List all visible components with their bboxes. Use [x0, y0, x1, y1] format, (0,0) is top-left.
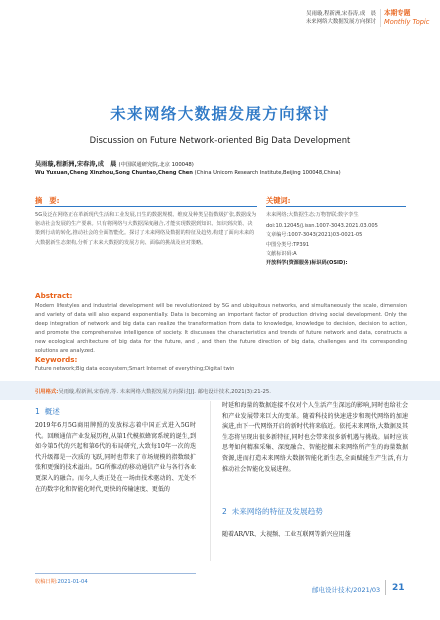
section-1-body: 2019年6月5G商用牌照的发放标志着中国正式进入5G时代。回顾通信产业发展历程,从第1代模拟蜂窝系统的诞生,到如今第5代的兴起和第6代的布局研究,大致每10年一次的迭代升级都是一次质的飞跃,同时也带来了市场规模的指数级扩张和更强的技术溢出。5G所推动的移动通信产业与各行各业更深入的融合。而今,人类正处在一场由技术驱动的、无处不在的数字化和智能化时代,更快的传输速度、更低的 — [35, 422, 196, 493]
authors-en-affiliation: (China Unicom Research Institute,Beijing 100048,China) — [194, 170, 341, 176]
received-label: 收稿日期: — [35, 579, 58, 585]
abstract-rule — [35, 206, 257, 207]
received-date — [35, 578, 88, 585]
keywords-rule — [266, 206, 406, 207]
citation-label: 引用格式: — [35, 389, 59, 395]
received-rule — [35, 573, 196, 574]
section-2-body: 随着AR/VR、大视频、工业互联网等新兴应用蓬 — [222, 531, 351, 538]
abstract-cn-label: 摘 要: — [35, 196, 60, 205]
section-1-number: 1 — [35, 407, 40, 416]
article-meta — [266, 222, 411, 268]
footer-divider — [385, 580, 386, 595]
page-number: 21 — [392, 583, 405, 593]
citation — [35, 387, 271, 395]
running-header-authors: 吴雨璇,程新洲,宋春涛,成 晨 — [306, 11, 376, 17]
keywords-cn-label: 关键词: — [266, 196, 291, 205]
section-1-title: 概述 — [44, 407, 60, 416]
keywords-cn-text: 未来网络;大数据生态;万物智联;数字孪生 — [266, 212, 359, 218]
abstract-en-label: Abstract: — [35, 291, 73, 300]
abstract-en-text: Modern lifestyles and industrial development will be revolutionized by 5G and ubiquitous networks, and simultaneously the scale, dimension and variety of data will also expand exponentially. Data is becoming an important factor of production driving social development. Only the deep integration of network and big data can realize the transformation from data to knowledge, knowledge to decision, decision to action, and promote the comprehensive intelligence of society. It discusses the characteristics and trends of future network and data, constructs a new ecological architecture of big data for the future, and , and then the future direction of big data, challenges and its corresponding solutions are analyzed. — [35, 303, 407, 355]
clc-number: 中图分类号:TP391 — [266, 241, 310, 248]
keywords-en-label: Keywords: — [35, 355, 78, 364]
authors-cn-names: 吴雨璇,程新洲,宋春涛,成 晨 — [35, 161, 117, 168]
authors-en-names: Wu Yuxuan,Cheng Xinzhou,Song Chuntao,Cheng Chen — [35, 170, 193, 176]
topic-label — [384, 9, 429, 27]
topic-en: Monthly Topic — [384, 18, 430, 26]
citation-text: 吴雨璇,程新洲,宋春涛,等. 未来网络大数据发展方向探讨[J]. 邮电设计技术,2021(3):21-25. — [58, 389, 271, 395]
header-divider — [380, 9, 381, 27]
section-2-title: 未来网络的特征及发展趋势 — [231, 507, 323, 516]
section-2-number: 2 — [222, 507, 227, 516]
section-2-heading — [222, 506, 323, 517]
authors-en — [35, 170, 341, 176]
column-divider — [210, 401, 211, 561]
authors-cn — [35, 159, 194, 168]
title-cn: 未来网络大数据发展方向探讨 — [110, 105, 330, 123]
received-value: 2021-01-04 — [57, 579, 88, 585]
keywords-en-text: Future network;Big data ecosystem;Smart Internet of everything;Digital twin — [35, 366, 235, 372]
right-column-body: 时延和海量的数据连接不仅对个人生活产生深远的影响,同时也给社会和产业发展带来巨大的变革。随着科技的快速进步和现代网络的加速演进,由下一代网络开启的新时代将来临近。依托未来网络,大数据及其生态将呈现出很多新特征,同时也会带来很多新机遇与挑战。届时应该思考如何精准采集、深度融合、智能挖掘未来网络所产生的海量数据资源,进而打造未来网络大数据智能化新生态,全面赋能生产生活,有力推动社会智能化发展进程。 — [222, 402, 408, 473]
abstract-cn-text: 5G及泛在网络正在革新现代生活和工业发展,日生的数据规模、维度及种类呈指数级扩张,数据成为驱动社会发展的生产要素。只有将网络与大数据深度融合,才能实现数据到知识、知识到决策、决策到行动的转化,推动社会的全面智能化。探讨了未来网络及数据的特征及趋势,构建了面向未来的大数据新生态架构,分析了未来大数据的发展方向、面临的挑战及应对策略。 — [35, 212, 257, 246]
title-en: Discussion on Future Network-oriented Big Data Development — [89, 135, 351, 145]
section-1-heading — [35, 406, 60, 417]
doi: doi:10.12045/j.issn.1007-3043.2021.03.005 — [266, 223, 378, 229]
authors-cn-affiliation: (中国联通研究院,北京 100048) — [118, 162, 194, 168]
running-header — [228, 10, 376, 26]
osid-label: 开放科学(资源服务)标识码(OSID): — [266, 260, 348, 267]
topic-cn: 本期专题 — [384, 9, 411, 17]
journal-footer: 邮电设计技术/2021/03 — [312, 586, 381, 594]
running-header-title: 未来网络大数据发展方向探讨 — [305, 19, 376, 25]
article-number: 文章编号:1007-3043(2021)03-0021-05 — [266, 232, 363, 239]
document-code: 文献标识码:A — [266, 250, 297, 257]
